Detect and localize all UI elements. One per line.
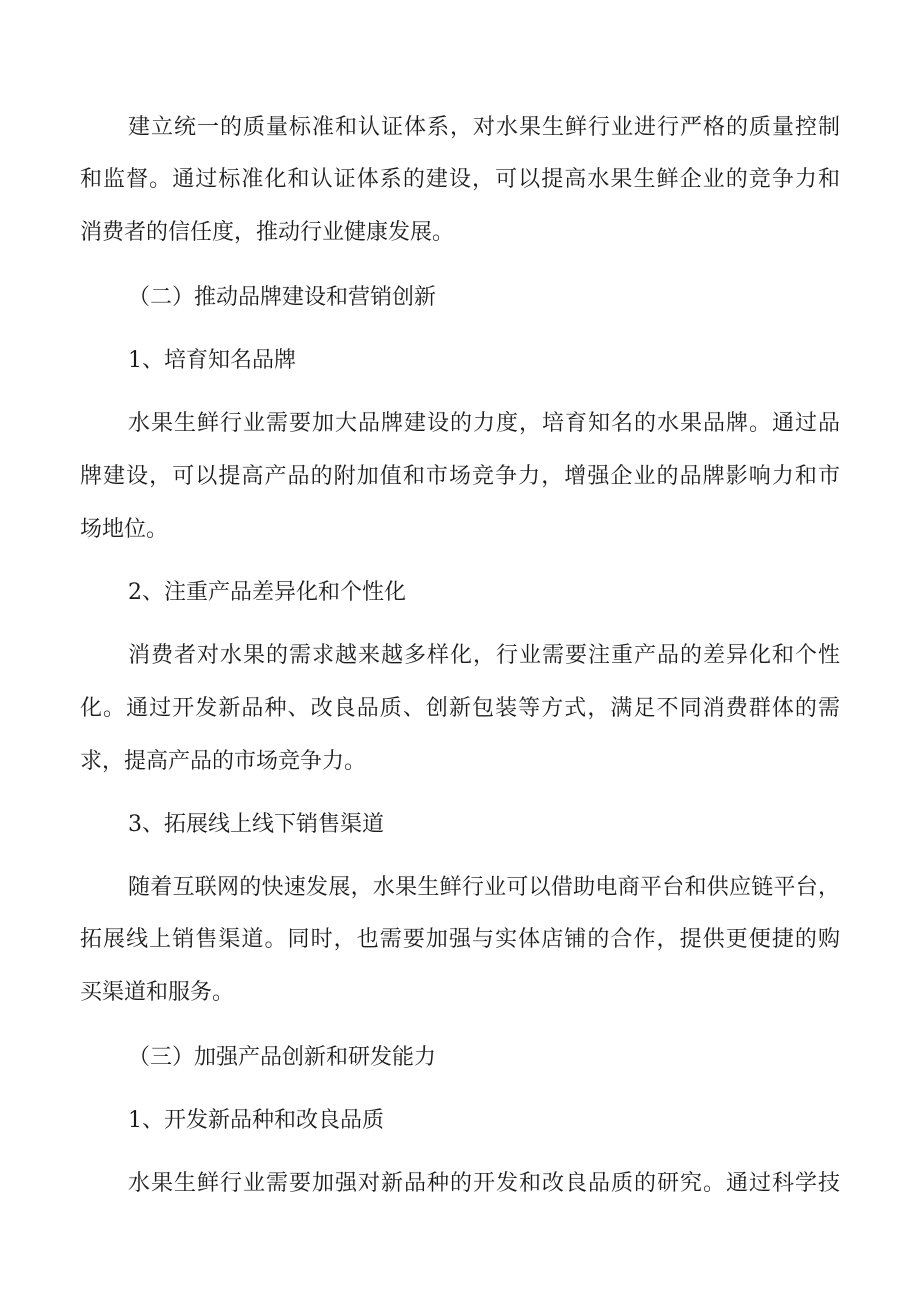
subheading: 3、拓展线上线下销售渠道 xyxy=(128,812,384,837)
subheading: 1、培育知名品牌 xyxy=(128,348,296,373)
paragraph-line: 场地位。 xyxy=(80,517,169,542)
paragraph-line: 水果生鲜行业需要加强对新品种的开发和改良品质的研究。通过科学技 xyxy=(128,1171,840,1196)
paragraph-line: 化。通过开发新品种、改良品质、创新包装等方式，满足不同消费群体的需 xyxy=(80,696,840,721)
paragraph-line: 求，提高产品的市场竞争力。 xyxy=(80,749,367,774)
paragraph-line: 牌建设，可以提高产品的附加值和市场竞争力，增强企业的品牌影响力和市 xyxy=(80,464,840,489)
subheading: 1、开发新品种和改良品质 xyxy=(128,1108,384,1133)
paragraph-line: 消费者的信任度，推动行业健康发展。 xyxy=(80,220,455,245)
paragraph-line: 水果生鲜行业需要加大品牌建设的力度，培育知名的水果品牌。通过品 xyxy=(128,411,840,436)
paragraph-line: 消费者对水果的需求越来越多样化，行业需要注重产品的差异化和个性 xyxy=(128,643,840,668)
paragraph-line: 建立统一的质量标准和认证体系，对水果生鲜行业进行严格的质量控制 xyxy=(128,115,840,140)
section-heading: （三）加强产品创新和研发能力 xyxy=(128,1045,437,1070)
paragraph-line: 和监督。通过标准化和认证体系的建设，可以提高水果生鲜企业的竞争力和 xyxy=(80,167,840,192)
paragraph-line: 拓展线上销售渠道。同时，也需要加强与实体店铺的合作，提供更便捷的购 xyxy=(80,927,840,952)
subheading: 2、注重产品差异化和个性化 xyxy=(128,580,406,605)
paragraph-line: 买渠道和服务。 xyxy=(80,980,235,1005)
paragraph-line: 随着互联网的快速发展，水果生鲜行业可以借助电商平台和供应链平台， xyxy=(128,875,840,900)
section-heading: （二）推动品牌建设和营销创新 xyxy=(128,285,437,310)
